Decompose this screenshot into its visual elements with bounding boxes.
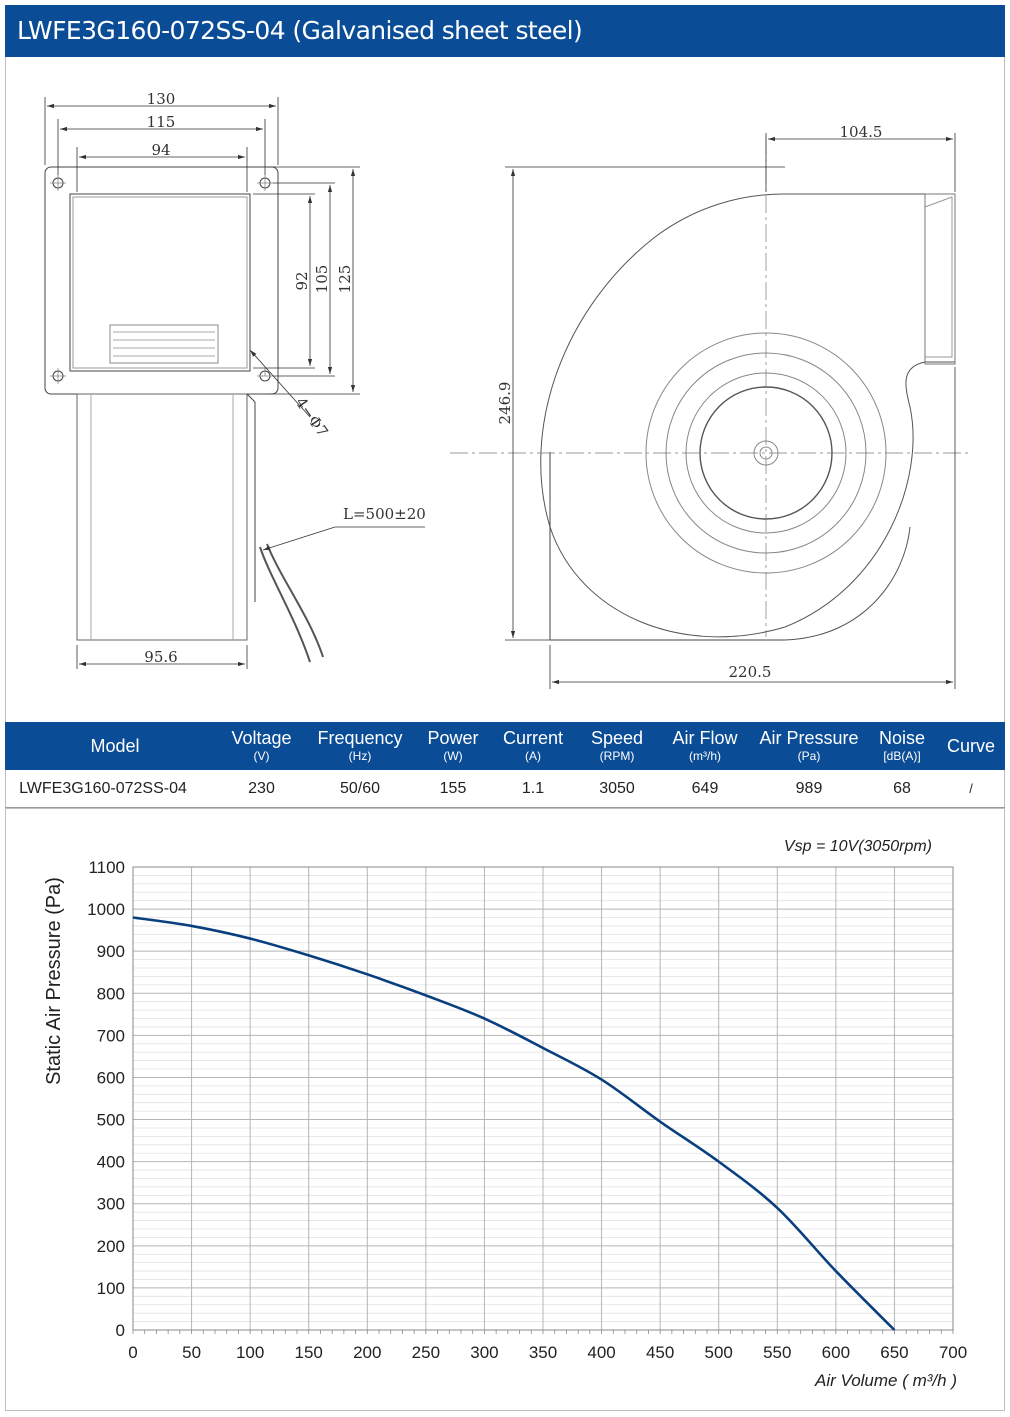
cable <box>260 547 310 662</box>
x-tick-label: 450 <box>645 1343 675 1362</box>
y-tick-label: 1100 <box>88 858 125 877</box>
x-tick-label: 550 <box>763 1343 792 1362</box>
col-curve: Curve <box>946 736 995 756</box>
x-tick-label: 600 <box>821 1343 851 1362</box>
dim-115: 115 <box>146 113 176 131</box>
cell-frequency: 50/60 <box>339 780 381 797</box>
dim-125: 125 <box>336 264 354 294</box>
cell-speed: 3050 <box>599 780 635 797</box>
page-title: LWFE3G160-072SS-04 (Galvanised sheet steel) <box>5 5 1005 57</box>
dim-92: 92 <box>293 271 311 291</box>
table-row <box>5 770 1005 808</box>
x-tick-label: 350 <box>528 1343 558 1362</box>
col-power: Power (W) <box>427 728 479 763</box>
side-flange <box>45 167 278 394</box>
cell-air-flow: 649 <box>691 780 719 797</box>
chart-annotation: Vsp = 10V(3050rpm) <box>783 838 932 855</box>
x-axis-label: Air Volume ( m³/h ) <box>814 1371 957 1390</box>
dim-94: 94 <box>151 141 171 159</box>
x-tick-label: 650 <box>880 1343 909 1362</box>
col-voltage: Voltage (V) <box>231 728 292 763</box>
x-tick-label: 150 <box>294 1343 323 1362</box>
dim-holes: 4−Φ7 <box>291 393 332 441</box>
y-tick-label: 100 <box>96 1278 125 1298</box>
cell-voltage: 230 <box>248 780 275 797</box>
outlet <box>925 194 955 364</box>
col-noise: Noise [dB(A)] <box>878 728 926 763</box>
fan-blades <box>110 325 218 363</box>
col-air-flow: Air Flow (m³/h) <box>672 728 738 763</box>
side-housing <box>77 394 247 640</box>
cell-model: LWFE3G160-072SS-04 <box>19 780 187 797</box>
x-tick-label: 200 <box>353 1343 382 1362</box>
x-tick-label: 400 <box>587 1343 616 1362</box>
side-body <box>70 194 250 371</box>
scroll-housing <box>541 194 955 637</box>
performance-chart <box>5 809 1005 1409</box>
x-tick-label: 50 <box>182 1343 202 1362</box>
y-tick-label: 900 <box>96 942 125 962</box>
cell-current: 1.1 <box>521 780 545 797</box>
cell-noise: 68 <box>893 780 911 797</box>
x-tick-label: 700 <box>938 1343 968 1362</box>
y-axis-label: Static Air Pressure (Pa) <box>43 877 65 1085</box>
dim-220-5: 220.5 <box>728 663 772 681</box>
table-header <box>5 722 1005 770</box>
y-tick-label: 300 <box>96 1194 125 1214</box>
y-tick-label: 800 <box>96 984 125 1004</box>
x-tick-label: 300 <box>470 1343 499 1362</box>
y-tick-label: 600 <box>96 1068 125 1088</box>
col-air-pressure: Air Pressure (Pa) <box>759 728 859 763</box>
dim-95-6: 95.6 <box>144 648 178 666</box>
x-tick-label: 500 <box>704 1343 733 1362</box>
col-frequency: Frequency (Hz) <box>317 728 403 763</box>
technical-drawing <box>5 57 1005 722</box>
y-tick-label: 400 <box>96 1152 125 1172</box>
y-tick-label: 1000 <box>87 900 125 920</box>
cell-air-pressure: 989 <box>795 780 823 797</box>
x-tick-label: 100 <box>235 1343 265 1362</box>
col-model: Model <box>90 736 140 756</box>
col-speed: Speed (RPM) <box>590 728 644 763</box>
series-line <box>133 918 894 1330</box>
col-current: Current (A) <box>502 728 564 763</box>
y-tick-label: 500 <box>96 1110 125 1130</box>
cell-curve: / <box>969 781 973 796</box>
spec-table <box>5 722 1005 808</box>
y-tick-label: 700 <box>96 1026 125 1046</box>
dim-130: 130 <box>146 90 176 108</box>
dim-cable: L=500±20 <box>343 505 426 523</box>
y-tick-label: 200 <box>96 1236 125 1256</box>
x-tick-label: 0 <box>128 1343 138 1362</box>
dim-246-9: 246.9 <box>496 381 514 425</box>
y-tick-label: 0 <box>115 1321 125 1340</box>
dim-104-5: 104.5 <box>839 123 883 141</box>
x-tick-label: 250 <box>411 1343 441 1362</box>
cell-power: 155 <box>439 780 467 797</box>
dim-105: 105 <box>313 264 331 294</box>
